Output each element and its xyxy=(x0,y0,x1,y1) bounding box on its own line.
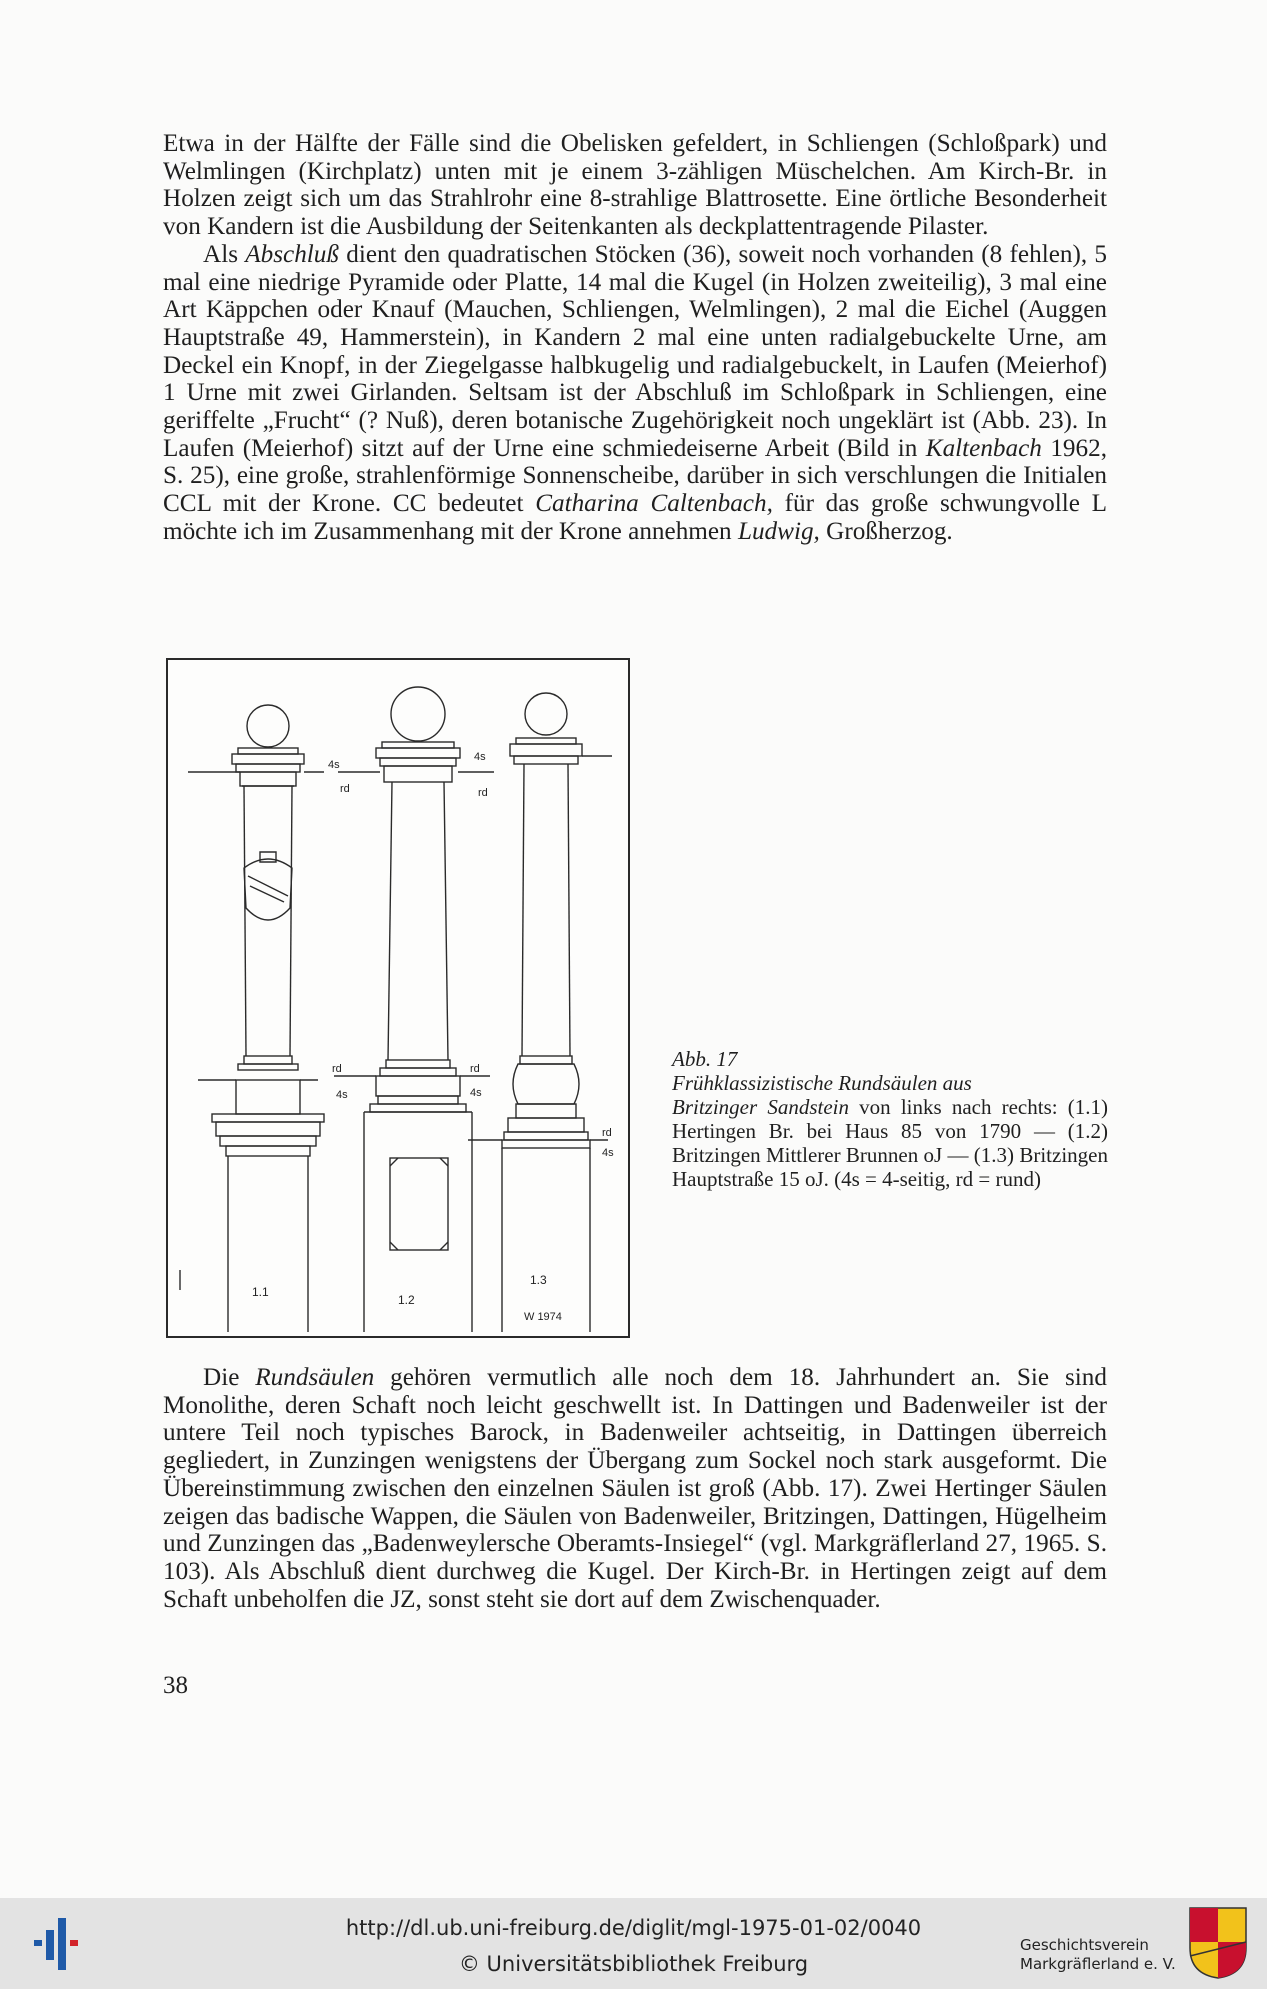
document-url-link[interactable]: http://dl.ub.uni-freiburg.de/diglit/mgl-1975-01-02/0040 xyxy=(345,1916,922,1940)
column-number-1-1: 1.1 xyxy=(252,1285,269,1299)
label-rd: rd xyxy=(332,1063,342,1075)
label-4s: 4s xyxy=(328,759,340,771)
caption-subtitle: Frühklassizistische Rundsäulen aus xyxy=(672,1071,972,1095)
figure-caption xyxy=(672,1047,1108,1191)
caption-title: Abb. 17 xyxy=(672,1047,738,1071)
page-number: 38 xyxy=(163,1672,188,1699)
label-4s: 4s xyxy=(336,1089,348,1101)
label-4s: 4s xyxy=(602,1147,614,1159)
society-name: Geschichtsverein Markgräflerland e. V. xyxy=(1020,1936,1176,1973)
copyright-text: © Universitätsbibliothek Freiburg xyxy=(458,1952,809,1976)
column-1-2 xyxy=(334,687,494,1332)
label-4s: 4s xyxy=(474,751,486,763)
label-rd: rd xyxy=(602,1127,612,1139)
label-rd: rd xyxy=(340,783,350,795)
society-crest-icon xyxy=(1188,1906,1248,1980)
columns-line-drawing xyxy=(168,660,628,1336)
label-rd: rd xyxy=(470,1063,480,1075)
label-rd: rd xyxy=(478,787,488,799)
paragraph-rundsaeulen: Die Rundsäulen gehören vermutlich alle noch dem 18. Jahrhundert an. Sie sind Monolithe, deren Schaft noch leicht geschwellt ist. In Dattingen und Badenweiler ist der untere Teil noch typisches Barock, in Badenweiler achtseitig, in Dattingen überreich gegliedert, in Zunzingen wenigstens der Übergang zum Sockel noch stark ausgeformt. Die Übereinstimmung zwischen den einzelnen Säulen ist groß (Abb. 17). Zwei Hertinger Säulen zeigen das badische Wappen, die Säulen von Badenweiler, Britzingen, Dattingen, Hügelheim und Zunzingen das „Badenweylersche Oberamts-Insiegel“ (vgl. Markgräflerland 27, 1965. S. 103). Als Abschluß dient durchweg die Kugel. Der Kirch-Br. in Hertingen zeigt auf dem Schaft unbeholfen die JZ, sonst steht sie dort auf dem Zwischenquader. xyxy=(163,1364,1107,1613)
column-1-1 xyxy=(180,705,324,1332)
body-text-top xyxy=(163,130,1107,546)
column-1-3 xyxy=(468,693,612,1332)
label-4s: 4s xyxy=(470,1087,482,1099)
artist-signature: W 1974 xyxy=(524,1311,562,1323)
column-number-1-2: 1.2 xyxy=(398,1293,415,1307)
paragraph-obelisks: Etwa in der Hälfte der Fälle sind die Obelisken gefeldert, in Schliengen (Schloßpark) und Welmlingen (Kirchplatz) unten mit je einem 3-zähligen Müschelchen. Am Kirch-Br. in Holzen zeigt sich um das Strahlrohr eine 8-strahlige Blattrosette. Eine örtliche Besonderheit von Kandern ist die Ausbildung der Seitenkanten als deckplattentragende Pilaster. xyxy=(163,130,1107,241)
paragraph-abschluss: Als Abschluß dient den quadratischen Stöcken (36), soweit noch vorhanden (8 fehlen), 5 mal eine niedrige Pyramide oder Platte, 14 mal die Kugel (in Holzen zweiteilig), 3 mal eine Art Käppchen oder Knauf (Mauchen, Schliengen, Welmlingen), 2 mal die Eichel (Auggen Hauptstraße 49, Hammerstein), in Kandern 2 mal eine unten radialgebuckelte Urne, am Deckel ein Knopf, in der Ziegelgasse halbkugelig und radialgebuckelt, in Laufen (Meierhof) 1 Urne mit zwei Girlanden. Seltsam ist der Abschluß im Schloßpark in Schliengen, eine geriffelte „Frucht“ (? Nuß), deren botanische Zugehörigkeit noch ungeklärt ist (Abb. 23). In Laufen (Meierhof) sitzt auf der Urne eine schmiedeiserne Arbeit (Bild in Kaltenbach 1962, S. 25), eine große, strahlenförmige Sonnenscheibe, darüber in sich verschlungen die Initialen CCL mit der Krone. CC bedeutet Catharina Caltenbach, für das große schwungvolle L möchte ich im Zusammenhang mit der Krone annehmen Ludwig, Großherzog. xyxy=(163,240,1107,545)
column-number-1-3: 1.3 xyxy=(530,1273,547,1287)
viewer-footer xyxy=(0,1898,1267,1989)
figure-columns-drawing xyxy=(166,658,630,1338)
body-text-bottom xyxy=(163,1364,1107,1613)
caption-body: Britzinger Sandstein von links nach rechts: (1.1) Hertingen Br. bei Haus 85 von 1790 — (1.2) Britzingen Mittlerer Brunnen oJ — (1.3) Britzingen Hauptstraße 15 oJ. (4s = 4-seitig, rd = rund) xyxy=(672,1095,1108,1191)
